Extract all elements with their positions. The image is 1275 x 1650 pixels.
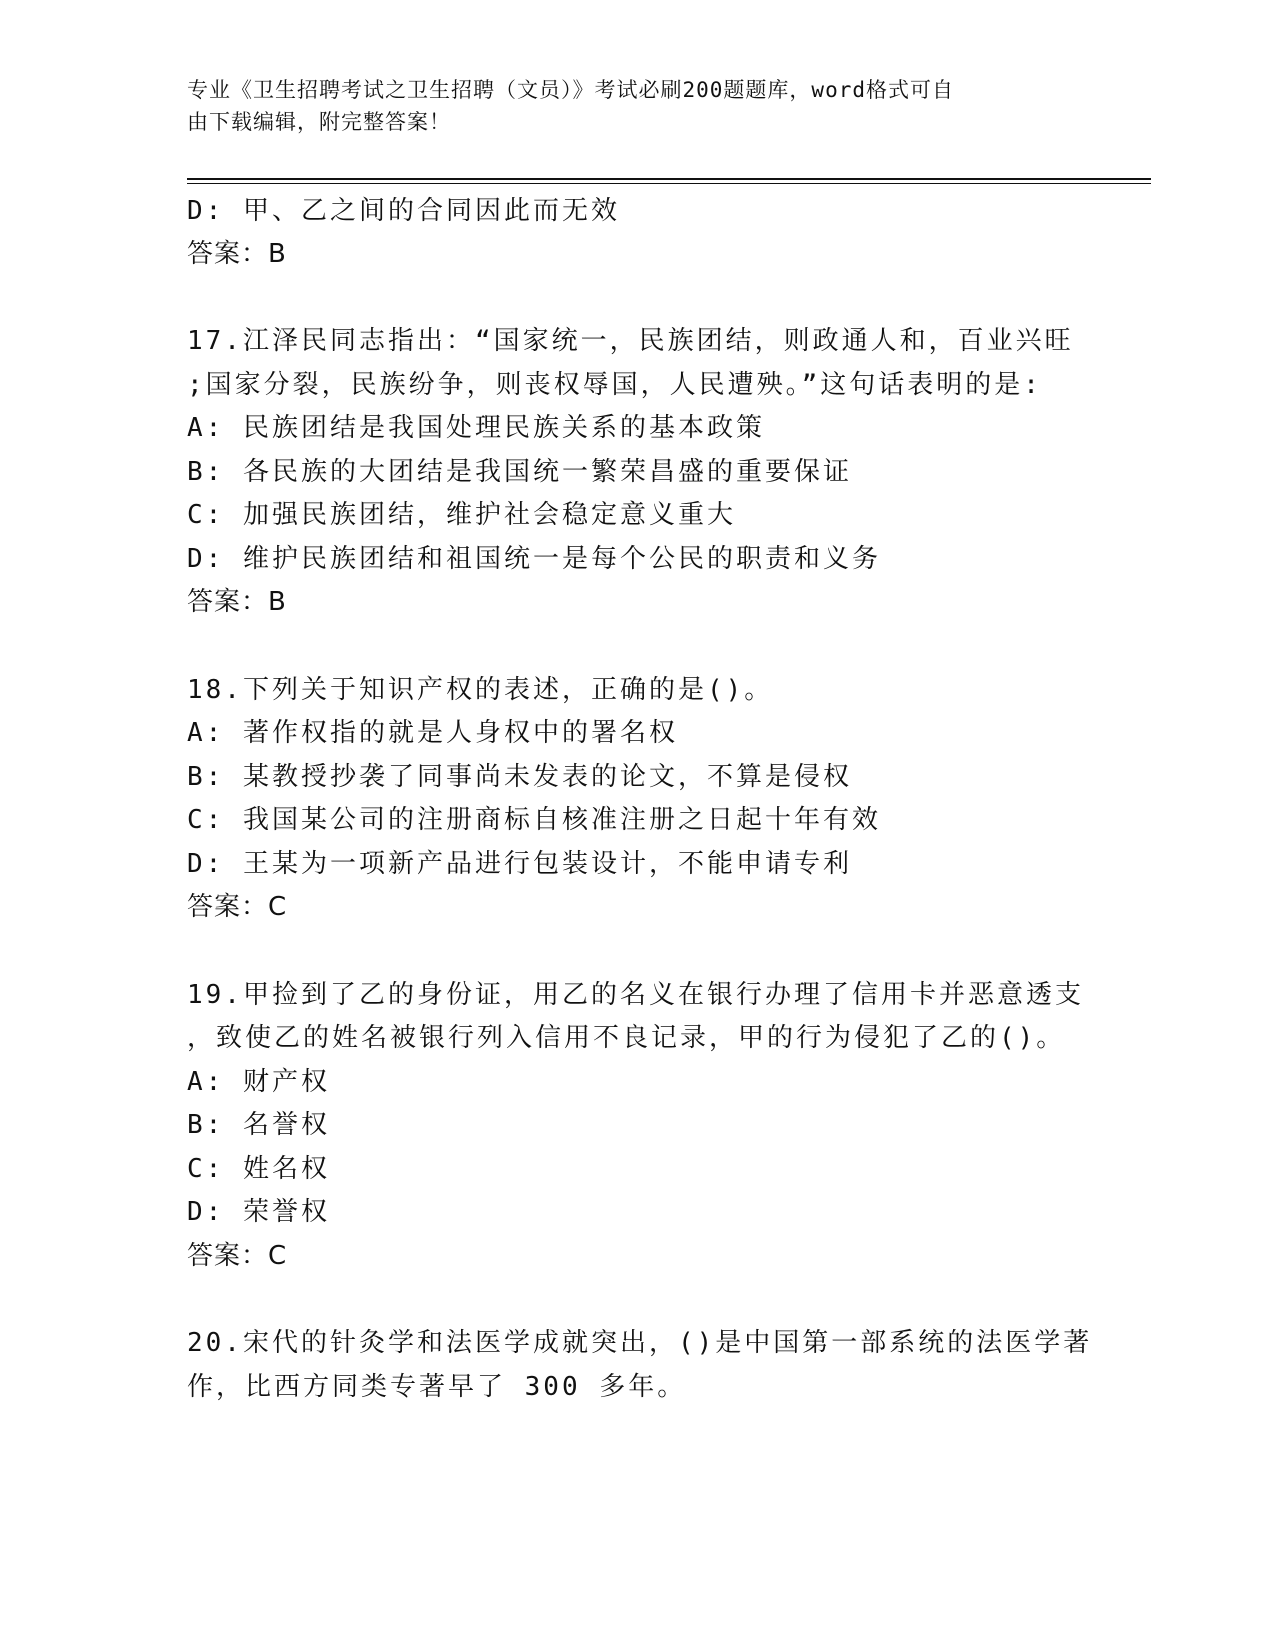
q18-option-a: A: 著作权指的就是人身权中的署名权 — [187, 718, 678, 748]
header-line-1: 专业《卫生招聘考试之卫生招聘（文员）》考试必刷200题题库，word格式可自 — [187, 78, 954, 102]
q20-stem-line-1: 20.宋代的针灸学和法医学成就突出，()是中国第一部系统的法医学著 — [187, 1328, 1093, 1358]
header-divider-thin — [187, 183, 1151, 184]
q17-option-d: D: 维护民族团结和祖国统一是每个公民的职责和义务 — [187, 544, 881, 574]
q19-option-b: B: 名誉权 — [187, 1110, 330, 1140]
q20-stem-line-2: 作，比西方同类专著早了 300 多年。 — [187, 1372, 687, 1402]
q19-stem-line-2: ，致使乙的姓名被银行列入信用不良记录，甲的行为侵犯了乙的()。 — [187, 1023, 1066, 1053]
q18-option-b: B: 某教授抄袭了同事尚未发表的论文，不算是侵权 — [187, 762, 852, 792]
q17-option-b: B: 各民族的大团结是我国统一繁荣昌盛的重要保证 — [187, 457, 852, 487]
q18-stem-line-1: 18.下列关于知识产权的表述，正确的是()。 — [187, 675, 774, 705]
q18-option-d: D: 王某为一项新产品进行包装设计，不能申请专利 — [187, 849, 852, 879]
q18-option-c: C: 我国某公司的注册商标自核准注册之日起十年有效 — [187, 805, 881, 835]
prev-answer: 答案：B — [187, 239, 287, 269]
q17-option-c: C: 加强民族团结，维护社会稳定意义重大 — [187, 500, 736, 530]
prev-option-d: D: 甲、乙之间的合同因此而无效 — [187, 196, 620, 226]
q19-answer: 答案：C — [187, 1241, 288, 1271]
q18-answer: 答案：C — [187, 892, 288, 922]
q17-option-a: A: 民族团结是我国处理民族关系的基本政策 — [187, 413, 765, 443]
q19-option-c: C: 姓名权 — [187, 1154, 330, 1184]
q19-stem-line-1: 19.甲捡到了乙的身份证，用乙的名义在银行办理了信用卡并恶意透支 — [187, 980, 1084, 1010]
q17-answer: 答案：B — [187, 587, 287, 617]
q19-option-a: A: 财产权 — [187, 1067, 330, 1097]
header-line-2: 由下载编辑，附完整答案！ — [187, 110, 451, 134]
page-header — [187, 74, 1067, 138]
q17-stem-line-1: 17.江泽民同志指出：“国家统一，民族团结，则政通人和，百业兴旺 — [187, 326, 1074, 356]
q17-stem-line-2: ;国家分裂，民族纷争，则丧权辱国，人民遭殃。”这句话表明的是: — [187, 370, 1042, 400]
header-divider-thick — [187, 178, 1151, 180]
q19-option-d: D: 荣誉权 — [187, 1197, 330, 1227]
